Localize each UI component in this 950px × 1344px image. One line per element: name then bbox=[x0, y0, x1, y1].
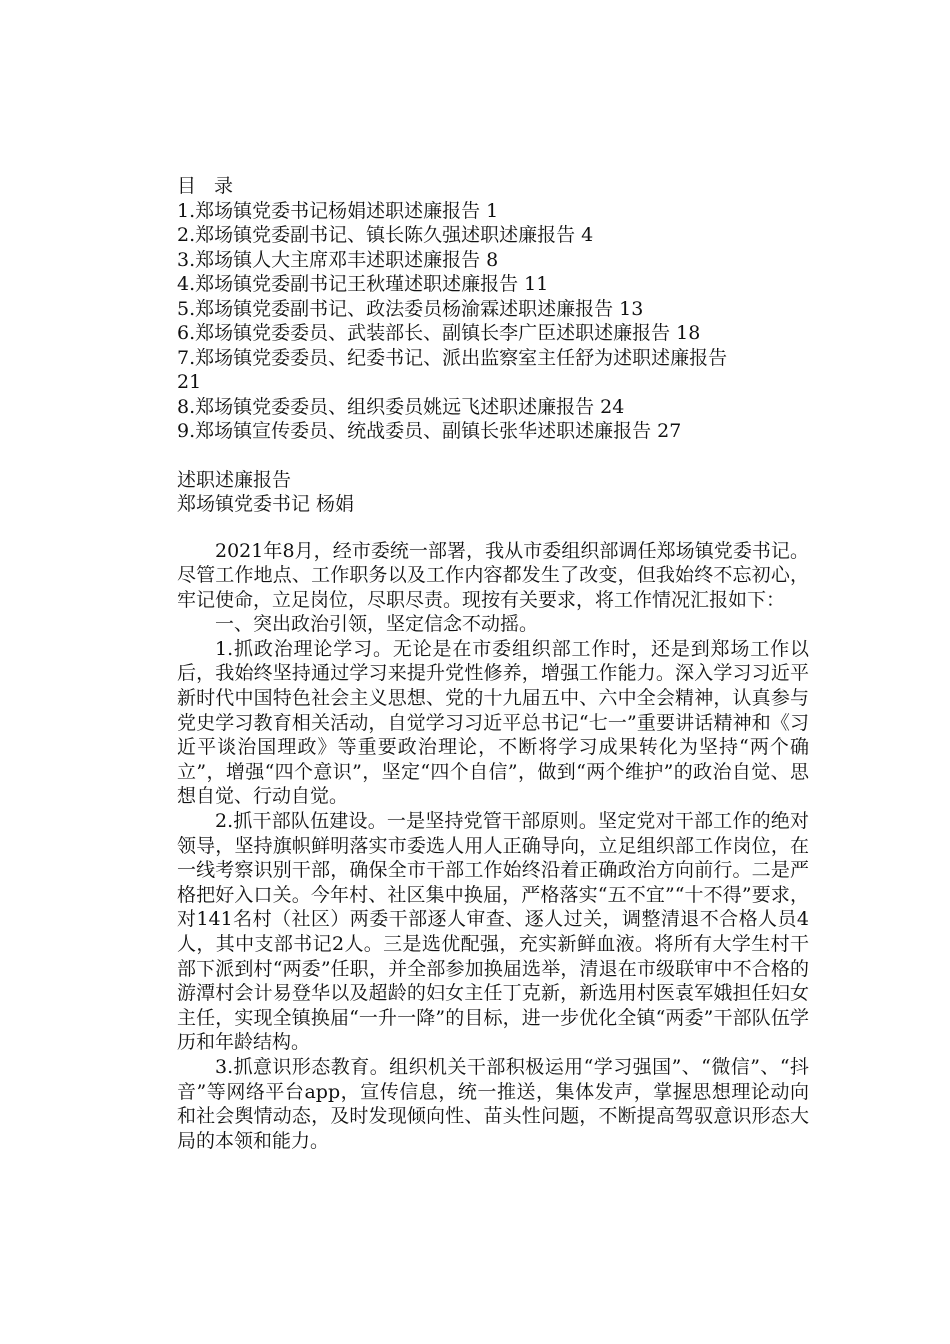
toc-item: 9.郑场镇宣传委员、统战委员、副镇长张华述职述廉报告 27 bbox=[177, 420, 682, 442]
toc-item-continued: 21 bbox=[177, 371, 202, 393]
toc-item: 1.郑场镇党委书记杨娟述职述廉报告 1 bbox=[177, 199, 499, 222]
table-of-contents bbox=[177, 199, 809, 444]
document-page bbox=[177, 174, 809, 1153]
toc-title: 目 录 bbox=[177, 175, 240, 197]
body-paragraph: 2021年8月，经市委统一部署，我从市委组织部调任郑场镇党委书记。尽管工作地点、工作职务以及工作内容都发生了改变，但我始终不忘初心，牢记使命，立足岗位，尽职尽责。现按有关要求，将工作情况汇报如下： bbox=[177, 539, 809, 611]
body-paragraph: 1.抓政治理论学习。无论是在市委组织部工作时，还是到郑场工作以后，我始终坚持通过学习来提升党性修养，增强工作能力。深入学习习近平新时代中国特色社会主义思想、党的十九届五中、六中全会精神，认真参与党史学习教育相关活动，自觉学习习近平总书记“七一”重要讲话精神和《习近平谈治国理政》等重要政治理论，不断将学习成果转化为坚持“两个确立”，增强“四个意识”，坚定“四个自信”，做到“两个维护”的政治自觉、思想自觉、行动自觉。 bbox=[177, 637, 809, 808]
report-body bbox=[177, 539, 809, 1154]
toc-item: 7.郑场镇党委委员、纪委书记、派出监察室主任舒为述职述廉报告 bbox=[177, 346, 728, 369]
toc-item: 3.郑场镇人大主席邓丰述职述廉报告 8 bbox=[177, 248, 499, 271]
toc-item: 5.郑场镇党委副书记、政法委员杨渝霖述职述廉报告 13 bbox=[177, 297, 644, 320]
toc-item: 2.郑场镇党委副书记、镇长陈久强述职述廉报告 4 bbox=[177, 224, 594, 246]
body-paragraph: 3.抓意识形态教育。组织机关干部积极运用“学习强国”、“微信”、“抖音”等网络平台app，宣传信息，统一推送，集体发声，掌握思想理论动向和社会舆情动态，及时发现倾向性、苗头性问题，不断提高驾驭意识形态大局的本领和能力。 bbox=[177, 1055, 809, 1152]
toc-item: 4.郑场镇党委副书记王秋瑾述职述廉报告 11 bbox=[177, 273, 549, 295]
toc-item: 8.郑场镇党委委员、组织委员姚远飞述职述廉报告 24 bbox=[177, 395, 625, 418]
report-title: 述职述廉报告 bbox=[177, 468, 292, 491]
body-paragraph: 2.抓干部队伍建设。一是坚持党管干部原则。坚定党对干部工作的绝对领导，坚持旗帜鲜明落实市委选人用人正确导向，立足组织部工作岗位，在一线考察识别干部，确保全市干部工作始终沿着正确政治方向前行。二是严格把好入口关。今年村、社区集中换届，严格落实“五不宜”“十不得”要求，对141名村（社区）两委干部逐人审查、逐人过关，调整清退不合格人员4人，其中支部书记2人。三是选优配强，充实新鲜血液。将所有大学生村干部下派到村“两委”任职，并全部参加换届选举，清退在市级联审中不合格的游潭村会计易登华以及超龄的妇女主任丁克新，新选用村医袁军娥担任妇女主任，实现全镇换届“一升一降”的目标，进一步优化全镇“两委”干部队伍学历和年龄结构。 bbox=[177, 810, 809, 1054]
section-heading: 一、突出政治引领，坚定信念不动摇。 bbox=[215, 613, 539, 636]
toc-item: 6.郑场镇党委委员、武装部长、副镇长李广臣述职述廉报告 18 bbox=[177, 322, 701, 344]
report-author: 郑场镇党委书记 杨娟 bbox=[177, 493, 355, 515]
